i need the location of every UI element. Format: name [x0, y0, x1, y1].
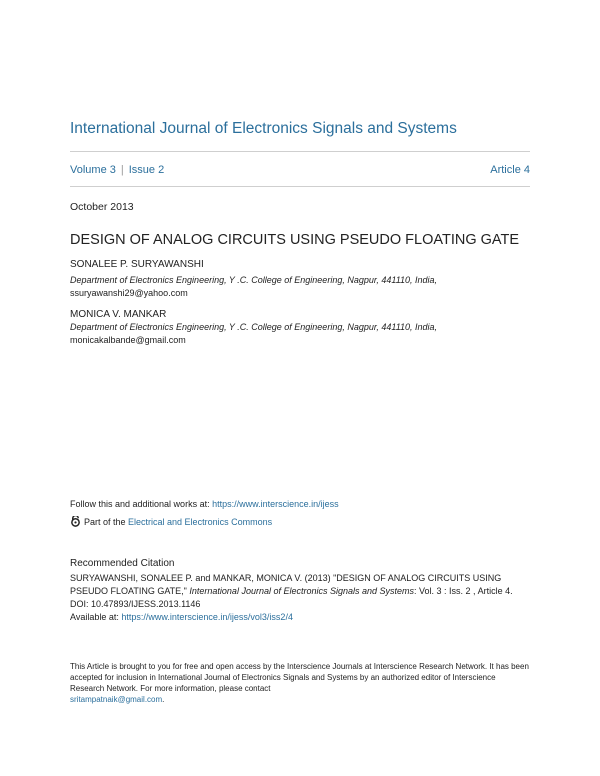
- citation-text: SURYAWANSHI, SONALEE P. and MANKAR, MONICA V. (2013) "DESIGN OF ANALOG CIRCUITS USING PSEUDO FLOATING GATE,": [70, 573, 502, 596]
- issue-row: [70, 164, 530, 176]
- article-link[interactable]: Article 4: [490, 164, 530, 176]
- commons-link[interactable]: Electrical and Electronics Commons: [128, 517, 273, 527]
- author-affiliation: Department of Electronics Engineering, Y .C. College of Engineering, Nagpur, 441110, India,: [70, 275, 438, 285]
- follow-text: Follow this and additional works at:: [70, 499, 213, 509]
- article-title: DESIGN OF ANALOG CIRCUITS USING PSEUDO FLOATING GATE: [70, 232, 520, 248]
- footer-period: .: [162, 695, 165, 704]
- citation-journal: International Journal of Electronics Signals and Systems: [189, 586, 415, 596]
- citation-body: [70, 572, 532, 624]
- publication-date: October 2013: [70, 201, 134, 213]
- footer-note: [70, 661, 530, 705]
- article-url-link[interactable]: https://www.interscience.in/ijess/vol3/iss2/4: [121, 612, 293, 622]
- author-name: MONICA V. MANKAR: [70, 309, 167, 320]
- follow-line: [70, 499, 339, 509]
- volume-link[interactable]: Volume 3: [70, 164, 116, 176]
- bottom-divider: [70, 186, 530, 187]
- journal-title[interactable]: International Journal of Electronics Signals and Systems: [70, 120, 457, 137]
- issue-link[interactable]: Issue 2: [128, 164, 165, 176]
- part-of-text: Part of the: [84, 517, 129, 527]
- available-label: Available at:: [70, 612, 122, 622]
- contact-email-link[interactable]: sritampatnaik@gmail.com: [70, 695, 163, 704]
- part-of-line: [70, 516, 272, 527]
- author-affiliation: Department of Electronics Engineering, Y .C. College of Engineering, Nagpur, 441110, India,: [70, 322, 438, 332]
- author-email: ssuryawanshi29@yahoo.com: [70, 288, 188, 298]
- author-email: monicakalbande@gmail.com: [70, 335, 186, 345]
- footer-text: This Article is brought to you for free and open access by the Interscience Journals at Interscience Research Network. It has been accepted for inclusion in International Journal of Electronics Signals and Systems by an authorized editor of Interscience Research Network. For more information, please contact: [70, 662, 529, 693]
- separator: |: [120, 164, 124, 176]
- author-name: SONALEE P. SURYAWANSHI: [70, 259, 204, 270]
- journal-url-link[interactable]: https://www.interscience.in/ijess: [212, 499, 339, 509]
- citation-heading: Recommended Citation: [70, 558, 175, 569]
- open-access-icon: [70, 516, 81, 527]
- top-divider: [70, 151, 530, 152]
- citation-doi: DOI: 10.47893/IJESS.2013.1146: [70, 599, 201, 609]
- citation-volume: : Vol. 3 : Iss. 2 , Article 4.: [414, 586, 513, 596]
